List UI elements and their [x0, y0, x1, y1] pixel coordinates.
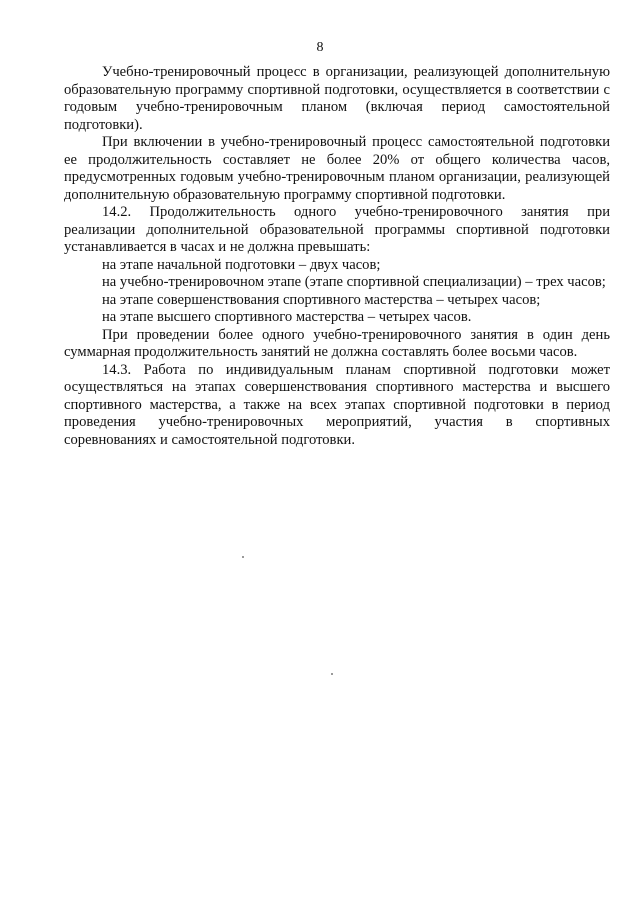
document-body	[64, 64, 610, 449]
page-number: 8	[316, 40, 324, 55]
paragraph-training-process: Учебно-тренировочный процесс в организации, реализующей дополнительную образовательную программу спортивной подготовки, осуществляется в соответствии с годовым учебно-тренировочным планом (включая период самостоятельной подготовки).	[64, 64, 610, 133]
list-item-training-stage: на учебно-тренировочном этапе (этапе спортивной специализации) – трех часов;	[102, 274, 606, 290]
paragraph-14-3-individual-plans: 14.3. Работа по индивидуальным планам спортивной подготовки может осуществляться на этапах совершенствования спортивного мастерства и высшего спортивного мастерства, а также на всех этапах спортивной подготовки в период проведения учебно-тренировочных мероприятий, участия в спортивных соревнованиях и самостоятельной подготовки.	[64, 361, 610, 448]
paragraph-self-training-limit: При включении в учебно-тренировочный процесс самостоятельной подготовки ее продолжительность составляет не более 20% от общего количества часов, предусмотренных годовым учебно-тренировочным планом организации, реализующей дополнительную образовательную программу спортивной подготовки.	[64, 134, 610, 203]
list-item-higher-mastery-stage: на этапе высшего спортивного мастерства – четырех часов.	[102, 309, 472, 325]
list-item-improvement-stage: на этапе совершенствования спортивного мастерства – четырех часов;	[102, 291, 541, 308]
paragraph-daily-total-limit: При проведении более одного учебно-тренировочного занятия в один день суммарная продолжительность занятий не должна составлять более восьми часов.	[64, 326, 610, 360]
paragraph-14-2-session-duration: 14.2. Продолжительность одного учебно-тренировочного занятия при реализации дополнительной образовательной программы спортивной подготовки устанавливается в часах и не должна превышать:	[64, 204, 610, 255]
list-item-initial-stage: на этапе начальной подготовки – двух часов;	[102, 256, 381, 273]
scan-speck	[331, 673, 333, 675]
scan-speck	[242, 556, 244, 558]
